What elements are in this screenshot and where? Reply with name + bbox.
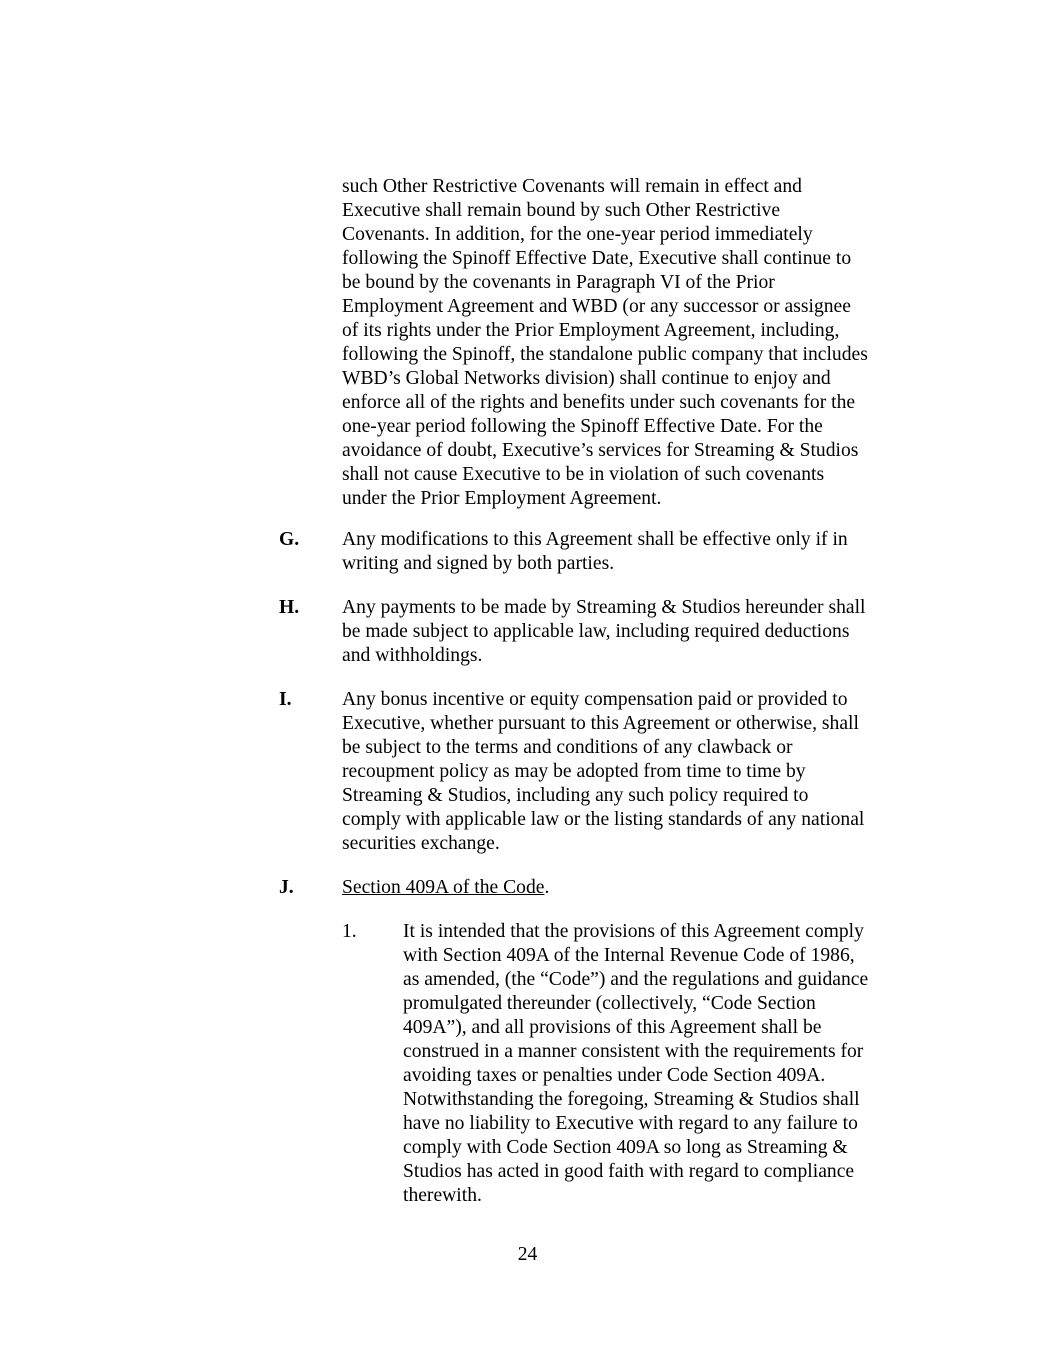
text-line: with Section 409A of the Internal Revenue Code of 1986, <box>403 945 855 966</box>
text-line: shall not cause Executive to be in violation of such covenants <box>342 464 825 485</box>
text-line: writing and signed by both parties. <box>342 553 615 574</box>
text-line: Executive, whether pursuant to this Agreement or otherwise, shall <box>342 713 859 734</box>
text-line: therewith. <box>403 1185 482 1206</box>
text-line: Employment Agreement and WBD (or any successor or assignee <box>342 296 851 317</box>
text-line: avoiding taxes or penalties under Code Section 409A. <box>403 1065 826 1086</box>
clause-label: I. <box>279 689 292 710</box>
text-line: Streaming & Studios, including any such policy required to <box>342 785 809 806</box>
text-line: comply with Code Section 409A so long as Streaming & <box>403 1137 848 1158</box>
text-line: securities exchange. <box>342 833 500 854</box>
text-line: under the Prior Employment Agreement. <box>342 488 662 509</box>
text-line: following the Spinoff, the standalone public company that includes <box>342 344 868 365</box>
heading-punctuation: . <box>544 877 550 898</box>
text-line: 409A”), and all provisions of this Agreement shall be <box>403 1017 822 1038</box>
text-line: Notwithstanding the foregoing, Streaming & Studios shall <box>403 1089 860 1110</box>
text-line: comply with applicable law or the listing standards of any national <box>342 809 865 830</box>
clause-body <box>342 596 907 668</box>
text-line: such Other Restrictive Covenants will remain in effect and <box>342 176 802 197</box>
text-line: enforce all of the rights and benefits under such covenants for the <box>342 392 856 413</box>
text-line: Any modifications to this Agreement shall be effective only if in <box>342 529 848 550</box>
text-line: Covenants. In addition, for the one-year period immediately <box>342 224 813 245</box>
page-number: 24 <box>517 1244 538 1265</box>
text-line: promulgated thereunder (collectively, “Code Section <box>403 993 816 1014</box>
text-line: have no liability to Executive with regard to any failure to <box>403 1113 858 1134</box>
text-line: Studios has acted in good faith with regard to compliance <box>403 1161 855 1182</box>
clause-label: J. <box>279 877 294 898</box>
text-line: Executive shall remain bound by such Other Restrictive <box>342 200 781 221</box>
section-heading: Section 409A of the Code <box>342 877 545 898</box>
clause-body <box>342 528 907 576</box>
clause-label: H. <box>279 597 300 618</box>
clause-body <box>342 876 907 900</box>
clause-body <box>342 688 907 856</box>
text-line: and withholdings. <box>342 645 483 666</box>
subclause-number: 1. <box>342 921 357 942</box>
text-line: recoupment policy as may be adopted from time to time by <box>342 761 806 782</box>
text-line: Any bonus incentive or equity compensation paid or provided to <box>342 689 848 710</box>
text-line: following the Spinoff Effective Date, Executive shall continue to <box>342 248 852 269</box>
text-line: It is intended that the provisions of this Agreement comply <box>403 921 864 942</box>
continuation-paragraph <box>342 175 907 511</box>
text-line: WBD’s Global Networks division) shall continue to enjoy and <box>342 368 831 389</box>
text-line: be subject to the terms and conditions of any clawback or <box>342 737 793 758</box>
text-line: be made subject to applicable law, including required deductions <box>342 621 850 642</box>
text-line: Any payments to be made by Streaming & Studios hereunder shall <box>342 597 866 618</box>
text-line: one-year period following the Spinoff Effective Date. For the <box>342 416 823 437</box>
text-line: be bound by the covenants in Paragraph VI of the Prior <box>342 272 775 293</box>
clause-label: G. <box>279 529 300 550</box>
text-line: of its rights under the Prior Employment Agreement, including, <box>342 320 840 341</box>
text-line: avoidance of doubt, Executive’s services for Streaming & Studios <box>342 440 859 461</box>
text-line: as amended, (the “Code”) and the regulations and guidance <box>403 969 869 990</box>
text-line: construed in a manner consistent with the requirements for <box>403 1041 864 1062</box>
subclause-body <box>403 920 903 1208</box>
